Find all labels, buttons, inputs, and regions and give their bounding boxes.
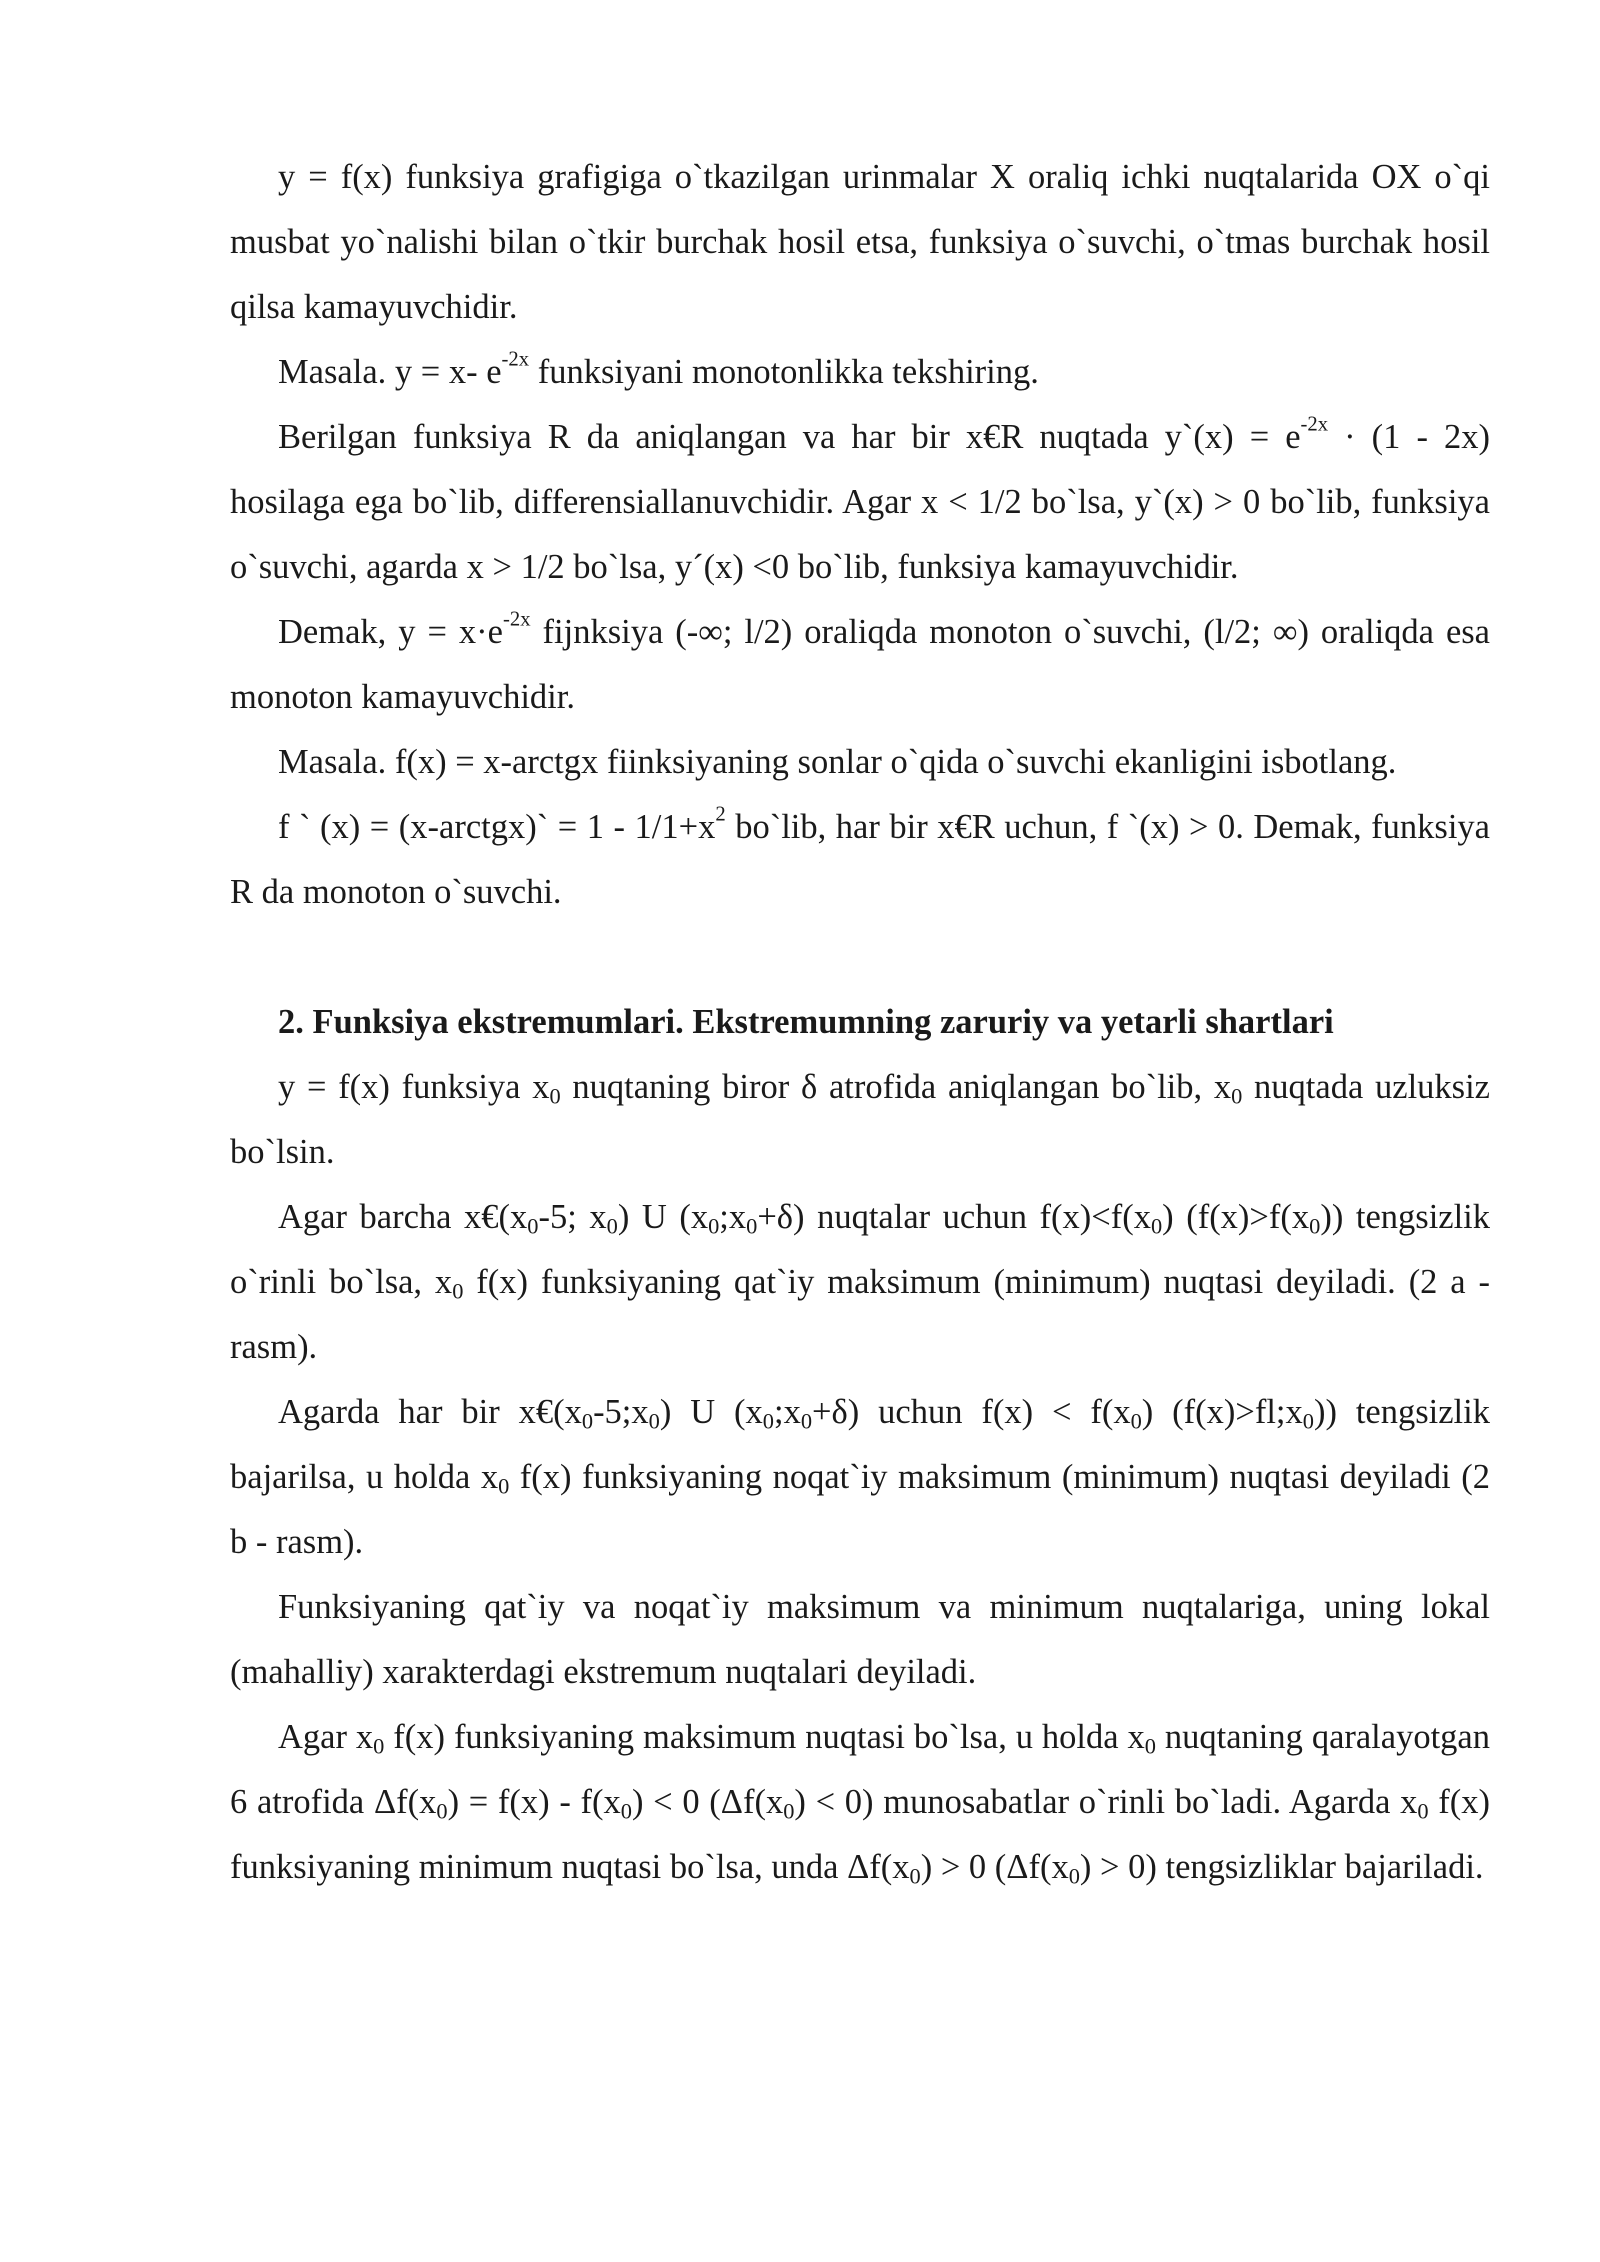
text-run: · (1 - 2x) hosilaga ega bo`lib, differensiallanuvchidir. Agar x < 1/2 bo`lsa, y`(x) > 0 bo`lib, funksiya o`suvchi, agarda x > 1/2 bo`lsa, y´(x) <0 bo`lib, funksiya kamayuvchidir. (230, 418, 1499, 586)
subscript: 0 (746, 1213, 758, 1239)
subscript: 0 (581, 1408, 594, 1434)
document-body (230, 145, 1499, 1900)
text-run: 2. Funksiya ekstremumlari. Ekstremumning zaruriy va yetarli shartlari (278, 1003, 1334, 1041)
text-run: ) (f(x)>f(x (1162, 1198, 1310, 1236)
text-run: )) tengsizlik o`rinli bo`lsa, x (230, 1198, 1499, 1301)
text-run: ) < 0 (Δf(x (631, 1783, 784, 1821)
subscript: 0 (373, 1733, 385, 1759)
text-run: y = f(x) funksiya grafigiga o`tkazilgan urinmalar X oraliq ichki nuqtalarida OX o`qi musbat yo`nalishi bilan o`tkir burchak hosil etsa, funksiya o`suvchi, o`tmas burchak hosil qilsa kamayuvchidir. (230, 158, 1499, 326)
text-run: Berilgan funksiya R da aniqlangan va har bir x€R nuqtada y`(x) = e (278, 418, 1301, 456)
text-run: ) > 0) tengsizliklar bajariladi. (1079, 1848, 1484, 1886)
text-run: Masala. f(x) = x-arctgx fiinksiyaning sonlar o`qida o`suvchi ekanligini isbotlang. (278, 743, 1397, 781)
text-run: y = f(x) funksiya x (278, 1068, 550, 1106)
text-run: ) < 0) munosabatlar o`rinli bo`ladi. Agarda x (794, 1783, 1418, 1821)
subscript: 0 (436, 1798, 448, 1824)
subscript: 0 (762, 1408, 774, 1434)
subscript: 0 (708, 1213, 720, 1239)
subscript: 0 (1068, 1863, 1080, 1889)
text-run: f(x) funksiyaning minimum nuqtasi bo`lsa, unda Δf(x (230, 1783, 1499, 1886)
subscript: 0 (1231, 1083, 1243, 1109)
subscript: 0 (498, 1473, 510, 1499)
paragraph (230, 795, 1499, 925)
subscript: 0 (1309, 1213, 1321, 1239)
text-run: ) (f(x)>fl;x (1141, 1393, 1303, 1431)
subscript: 0 (783, 1798, 795, 1824)
text-run: ) > 0 (Δf(x (920, 1848, 1069, 1886)
text-run: f ` (x) = (x-arctgx)` = 1 - 1/1+x (278, 808, 716, 846)
paragraph (230, 1380, 1499, 1575)
text-run: Masala. y = x- e (278, 353, 502, 391)
text-run: ) = f(x) - f(x (447, 1783, 621, 1821)
text-run: ;x (774, 1393, 801, 1431)
superscript: -2x (502, 608, 531, 631)
subscript: 0 (1144, 1733, 1156, 1759)
paragraph (230, 145, 1499, 340)
text-run: fijnksiya (-∞; l/2) oraliqda monoton o`suvchi, (l/2; ∞) oraliqda esa monoton kamayuvchidir. (230, 613, 1499, 716)
text-run: ;x (719, 1198, 747, 1236)
paragraph (230, 340, 1490, 405)
subscript: 0 (606, 1213, 618, 1239)
paragraph (230, 730, 1490, 795)
text-run: Funksiyaning qat`iy va noqat`iy maksimum va minimum nuqtalariga, uning lokal (mahalliy) xarakterdagi ekstremum nuqtalari deyiladi. (230, 1588, 1499, 1691)
text-run: nuqtaning biror δ atrofida aniqlangan bo`lib, x (560, 1068, 1232, 1106)
section-heading (230, 990, 1490, 1055)
subscript: 0 (620, 1798, 632, 1824)
subscript: 0 (452, 1278, 464, 1304)
text-run: +δ) uchun f(x) < f(x (812, 1393, 1131, 1431)
subscript: 0 (527, 1213, 539, 1239)
text-run: +δ) nuqtalar uchun f(x)<f(x (757, 1198, 1151, 1236)
superscript: -2x (1300, 413, 1329, 436)
subscript: 0 (1417, 1798, 1429, 1824)
superscript: -2x (501, 348, 530, 371)
text-run: Agar barcha x€(x (278, 1198, 528, 1236)
text-run: -5; x (538, 1198, 607, 1236)
text-run: Demak, y = x·e (278, 613, 503, 651)
text-run: nuqtaning qaralayotgan 6 atrofida Δf(x (230, 1718, 1499, 1821)
text-run: -5;x (593, 1393, 649, 1431)
text-run: funksiyani monotonlikka tekshiring. (529, 353, 1039, 391)
paragraph (230, 600, 1499, 730)
text-run: ) U (x (659, 1393, 763, 1431)
paragraph (230, 405, 1499, 600)
paragraph (230, 1185, 1499, 1380)
text-run: f(x) funksiyaning maksimum nuqtasi bo`lsa, u holda x (384, 1718, 1145, 1756)
text-run: )) tengsizlik bajarilsa, u holda x (230, 1393, 1499, 1496)
text-run: nuqtada uzluksiz bo`lsin. (230, 1068, 1499, 1171)
text-run: Agar x (278, 1718, 374, 1756)
text-run: Agarda har bir x€(x (278, 1393, 582, 1431)
paragraph (230, 1575, 1499, 1705)
text-run: bo`lib, har bir x€R uchun, f `(x) > 0. Demak, funksiya R da monoton o`suvchi. (230, 808, 1499, 911)
text-run: ) U (x (617, 1198, 709, 1236)
subscript: 0 (1302, 1408, 1314, 1434)
subscript: 0 (800, 1408, 813, 1434)
superscript: 2 (715, 803, 726, 826)
paragraph (230, 1055, 1499, 1185)
subscript: 0 (1150, 1213, 1163, 1239)
paragraph (230, 1705, 1499, 1900)
subscript: 0 (648, 1408, 660, 1434)
subscript: 0 (549, 1083, 561, 1109)
text-run: f(x) funksiyaning noqat`iy maksimum (minimum) nuqtasi deyiladi (2 b - rasm). (230, 1458, 1499, 1561)
text-run: f(x) funksiyaning qat`iy maksimum (minimum) nuqtasi deyiladi. (2 a - rasm). (230, 1263, 1499, 1366)
subscript: 0 (909, 1863, 921, 1889)
subscript: 0 (1130, 1408, 1142, 1434)
